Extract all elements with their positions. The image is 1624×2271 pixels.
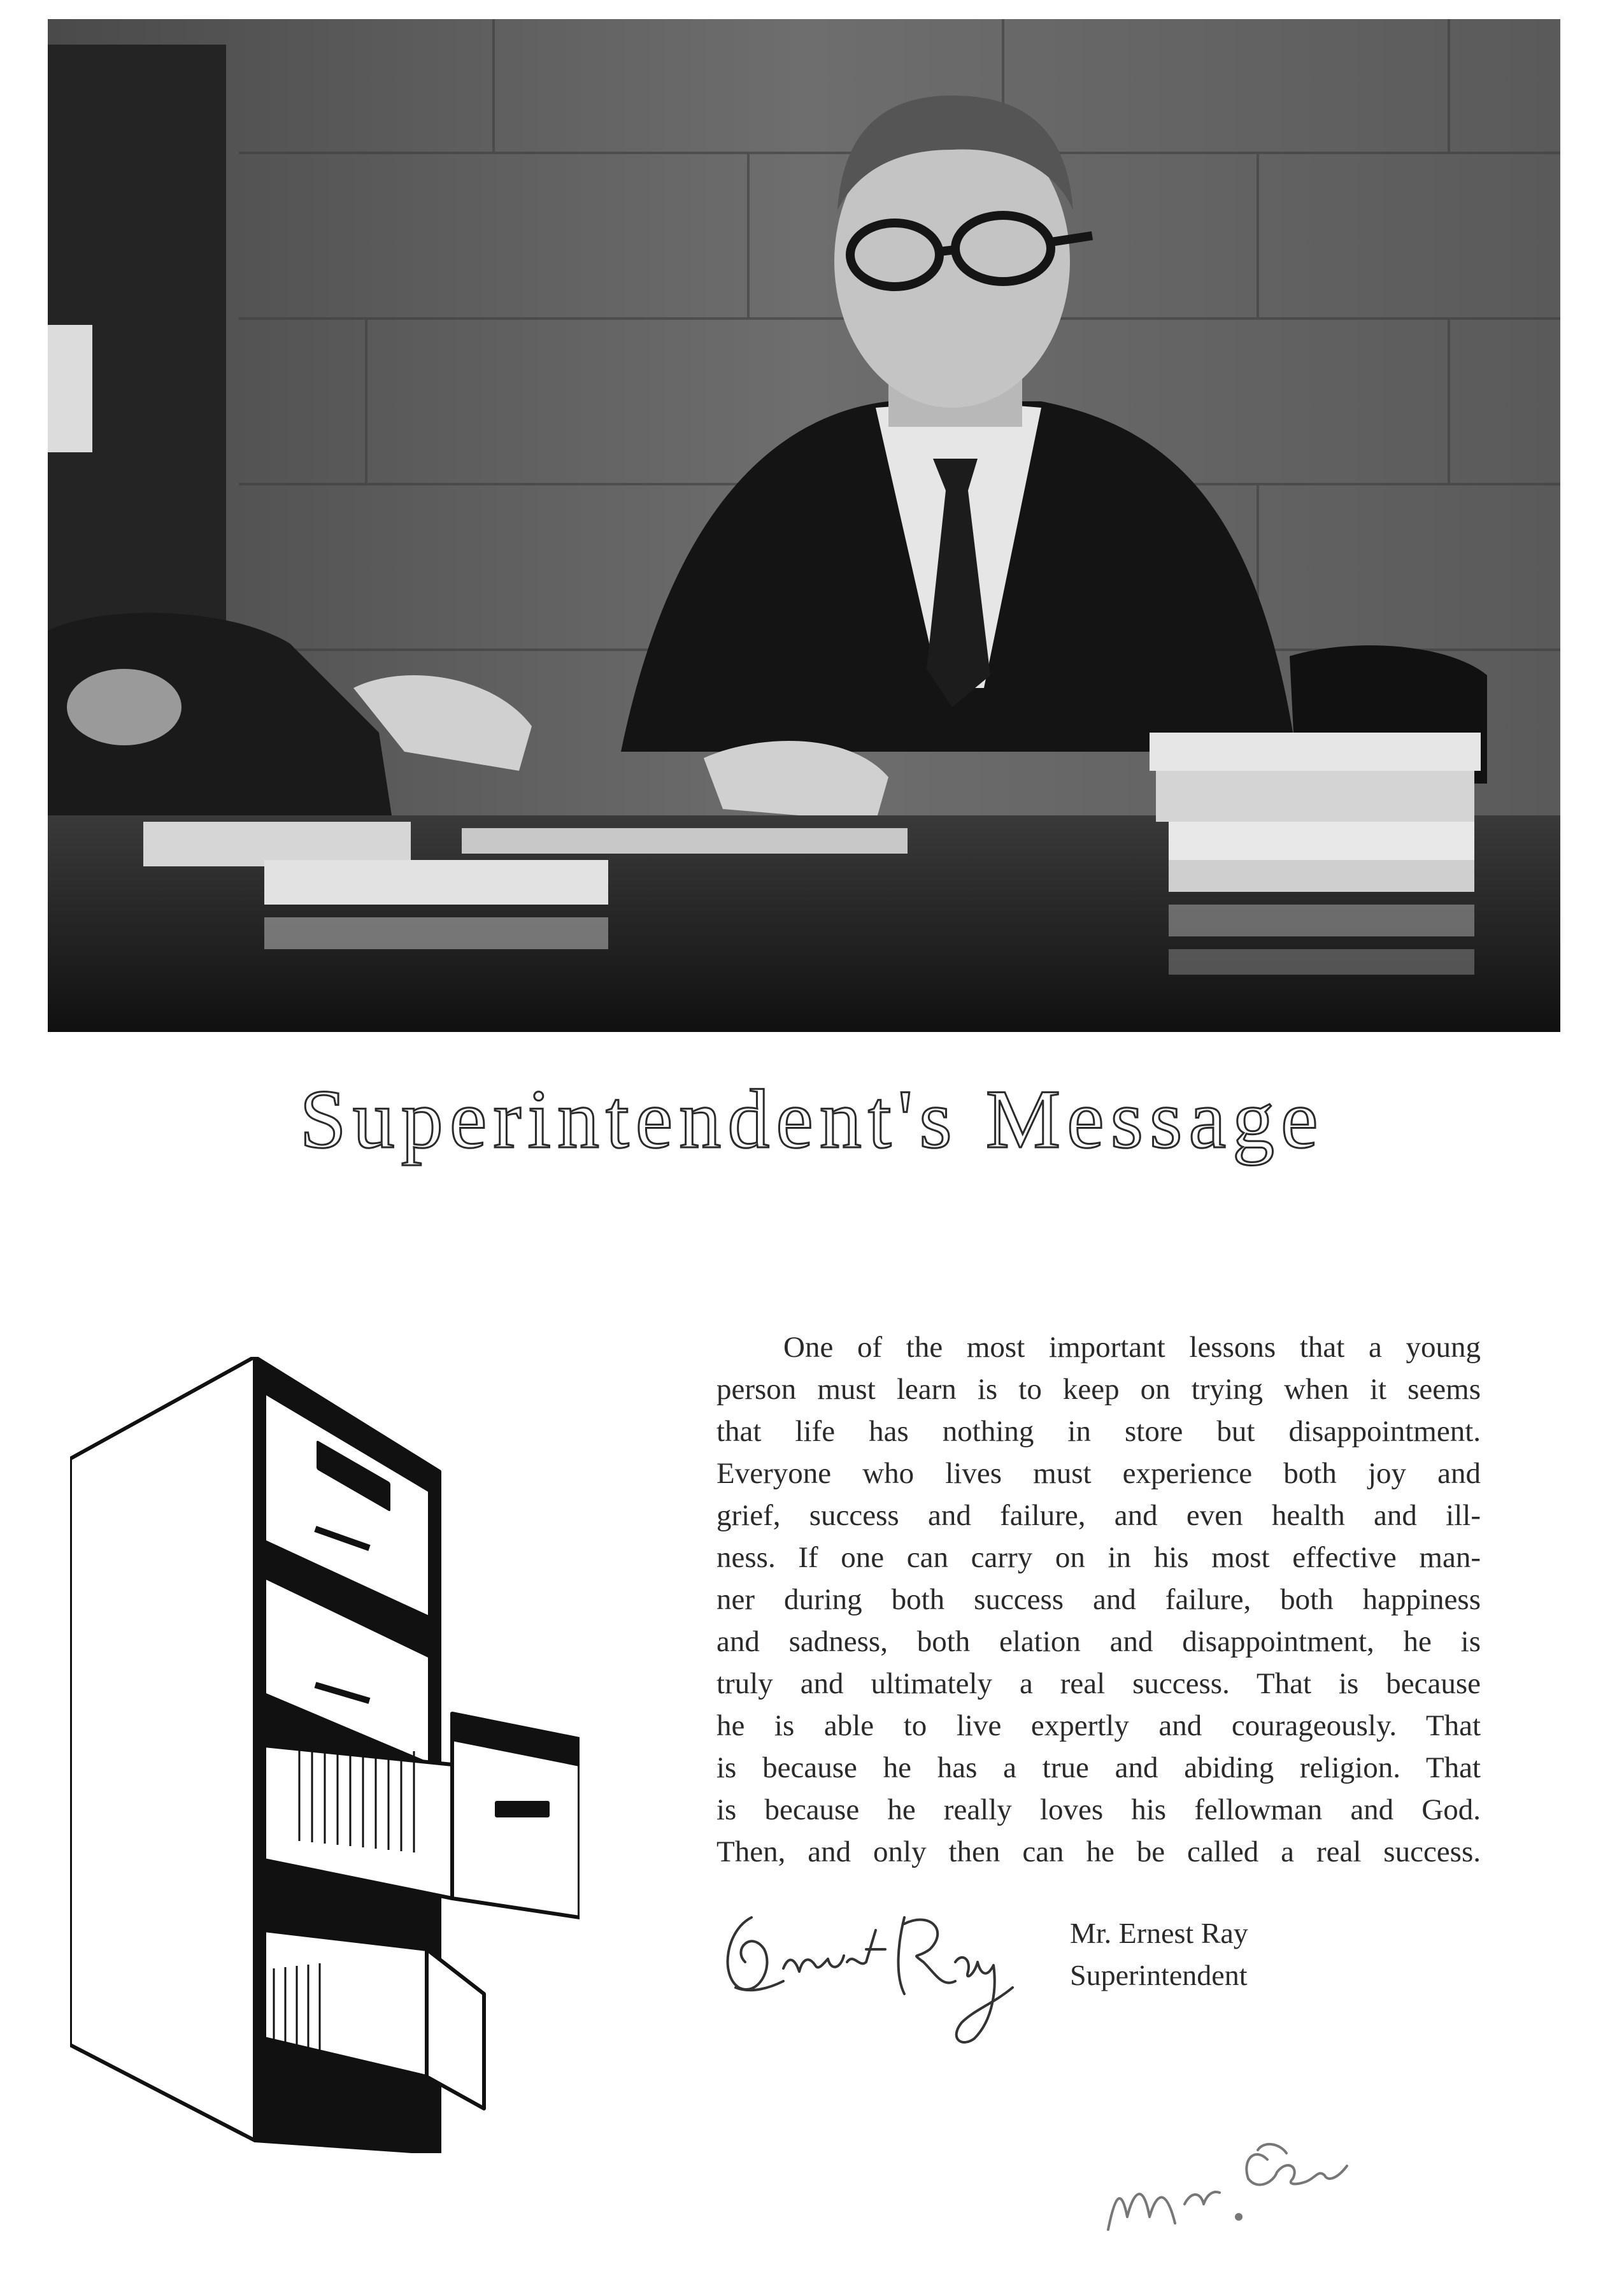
signer-role: Superintendent xyxy=(1070,1959,1248,1991)
message-line: grief, success and failure, and even health and ill- xyxy=(716,1499,1481,1532)
file-cabinet-illustration xyxy=(70,1357,580,2153)
message-line: One of the most important lessons that a young xyxy=(783,1331,1481,1364)
message-line: person must learn is to keep on trying when it seems xyxy=(716,1373,1481,1406)
scribble-icon xyxy=(1095,2121,1363,2249)
message-line: and sadness, both elation and disappointment, he is xyxy=(716,1625,1481,1658)
page-title: Superintendent's Message xyxy=(299,1072,1325,1166)
photo-illustration xyxy=(48,19,1560,1032)
message-line: Everyone who lives must experience both joy and xyxy=(716,1457,1481,1490)
message-line: is because he really loves his fellowman and God. xyxy=(716,1793,1481,1826)
file-cabinet-icon xyxy=(70,1357,580,2153)
message-line: that life has nothing in store but disappointment. xyxy=(716,1415,1481,1448)
superintendent-photo xyxy=(48,19,1560,1032)
message-line: truly and ultimately a real success. That is because xyxy=(716,1667,1481,1700)
message-body xyxy=(716,1326,1481,1873)
message-line: ner during both success and failure, both happiness xyxy=(716,1583,1481,1616)
message-line: Then, and only then can he be called a real success. xyxy=(716,1835,1481,1868)
signer-name: Mr. Ernest Ray xyxy=(1070,1917,1248,1949)
handwritten-signature xyxy=(713,1892,1032,2058)
message-line: he is able to live expertly and courageously. That xyxy=(716,1709,1481,1742)
message-line: is because he has a true and abiding religion. That xyxy=(716,1751,1481,1784)
signature-icon xyxy=(713,1892,1032,2058)
pencil-scribble xyxy=(1095,2121,1363,2249)
signature-block xyxy=(1070,1912,1248,1996)
message-line: ness. If one can carry on in his most effective man- xyxy=(716,1541,1481,1574)
